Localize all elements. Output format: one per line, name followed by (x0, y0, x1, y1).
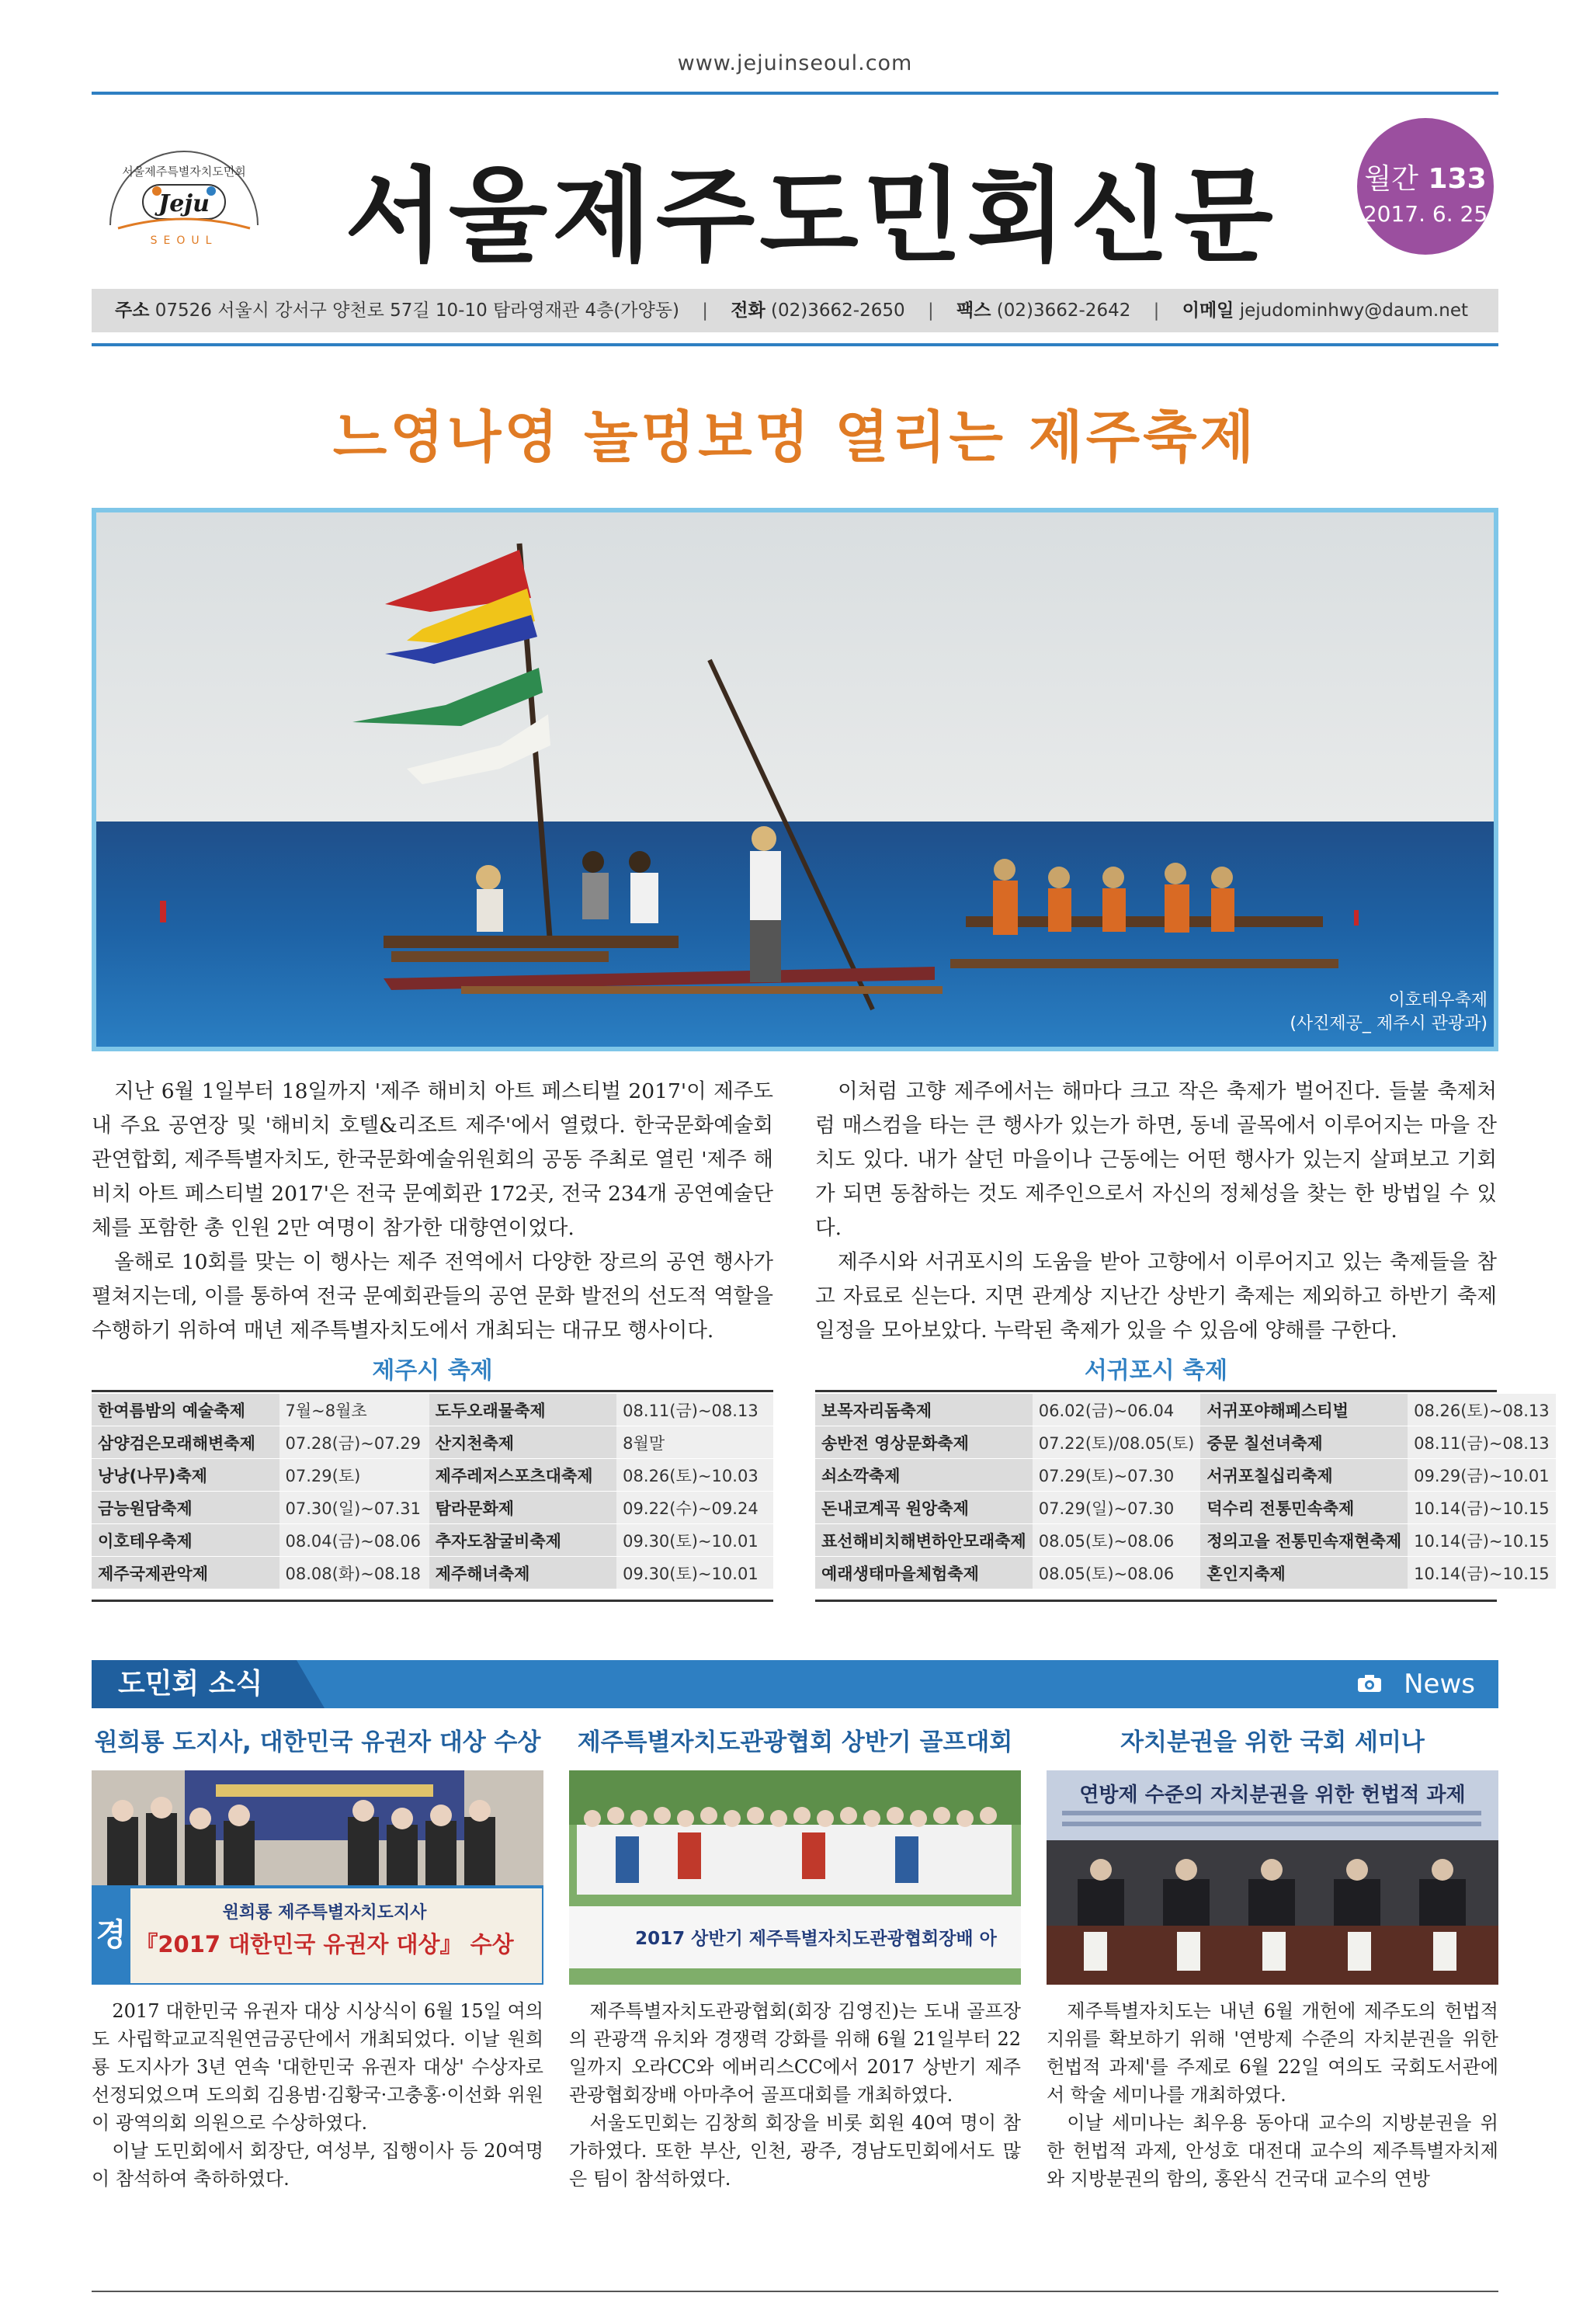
jeju-table-title: 제주시 축제 (372, 1357, 493, 1384)
logo-word: Jeju (158, 190, 210, 217)
news-item-body (1047, 1997, 1498, 2193)
festival-date-cell: 10.14(금)~10.15 (1408, 1492, 1556, 1524)
festival-name-cell: 탐라문화제 (429, 1492, 617, 1524)
festival-name-cell: 추자도참굴비축제 (429, 1524, 617, 1557)
golf-photo (569, 1770, 1021, 1985)
news-item-title[interactable]: 원희룡 도지사, 대한민국 유권자 대상 수상 (94, 1728, 541, 1756)
table-row (92, 1557, 773, 1589)
news-item-title[interactable]: 자치분권을 위한 국회 세미나 (1120, 1728, 1425, 1756)
main-headline: 느영나영 놀멍보멍 열리는 제주축제 (332, 405, 1258, 470)
seminar-banner: 연방제 수준의 자치분권을 위한 헌법적 과제 (1079, 1784, 1466, 1807)
festival-date-cell: 06.02(금)~06.04 (1033, 1394, 1201, 1426)
festival-name-cell: 도두오래물축제 (429, 1394, 617, 1426)
table-row (815, 1524, 1556, 1557)
article-paragraph: 지난 6월 1일부터 18일까지 '제주 해비치 아트 페스티벌 2017'이 제주도내 주요 공연장 및 '해비치 호텔&리조트 제주'에서 열렸다. 한국문화예술회관연합회, 제주특별자치도, 한국문화예술위원회의 공동 주최로 열린 '제주 해비치 아트 페스티벌 2017'은 전국 문예회관 172곳, 전국 234개 공연예술단체를 포함한 총 인원 2만 여명이 참가한 대향연이었다. (92, 1079, 773, 1240)
logo-sub: SEOUL (150, 234, 218, 247)
festival-date-cell: 08.08(화)~08.18 (279, 1557, 429, 1589)
issue-number: 133 (1428, 163, 1487, 195)
festival-name-cell: 제주레저스포츠대축제 (429, 1459, 617, 1492)
festival-name-cell: 이호테우축제 (92, 1524, 279, 1557)
top-rule (92, 92, 1498, 95)
camera-icon (1357, 1674, 1382, 1693)
table-row (815, 1557, 1556, 1589)
festival-date-cell: 08.11(금)~08.13 (1408, 1426, 1556, 1459)
site-url[interactable]: www.jejuinseoul.com (677, 51, 913, 75)
contact-bar (92, 289, 1498, 332)
table-row (92, 1459, 773, 1492)
table-top-rule (92, 1390, 773, 1392)
festival-date-cell: 08.26(토)~10.03 (616, 1459, 773, 1492)
festival-date-cell: 08.26(토)~08.13 (1408, 1394, 1556, 1426)
issue-badge (1357, 118, 1494, 255)
festival-name-cell: 서귀포칠십리축제 (1200, 1459, 1408, 1492)
festival-name-cell: 보목자리돔축제 (815, 1394, 1033, 1426)
festival-name-cell: 삼양검은모래해변축제 (92, 1426, 279, 1459)
article-left-column (92, 1075, 773, 1348)
phone-value[interactable]: (02)3662-2650 (771, 300, 905, 321)
award-banner-side: 경 (95, 1917, 127, 1953)
caption-credit: (사진제공_ 제주시 관광과) (1290, 1014, 1488, 1033)
article-right-column (815, 1075, 1497, 1348)
news-paragraph: 제주특별자치도는 내년 6월 개헌에 제주도의 헌법적 지위를 확보하기 위해 '연방제 수준의 자치분권을 위한 헌법적 과제'를 주제로 6월 22일 여의도 국회도서관에서 학술 세미나를 개최하였다. (1047, 2000, 1498, 2106)
festival-name-cell: 쇠소깍축제 (815, 1459, 1033, 1492)
photo-caption (1290, 989, 1488, 1036)
table-row (92, 1492, 773, 1524)
festival-date-cell: 07.29(토) (279, 1459, 429, 1492)
news-label: News (1404, 1669, 1475, 1700)
fax-label: 팩스 (956, 300, 991, 321)
festival-date-cell: 09.29(금)~10.01 (1408, 1459, 1556, 1492)
table-bottom-rule (92, 1600, 773, 1602)
award-banner-top: 원희룡 제주특별자치도지사 (222, 1903, 427, 1923)
award-banner-main: 『2017 대한민국 유권자 대상』 수상 (135, 1931, 514, 1958)
header-bottom-rule (92, 343, 1498, 346)
award-photo (92, 1770, 543, 1985)
issue-prefix: 월간 (1364, 163, 1418, 195)
phone-label: 전화 (731, 300, 765, 321)
news-section-bar (92, 1660, 1498, 1708)
festival-date-cell: 08.05(토)~08.06 (1033, 1557, 1201, 1589)
table-row (815, 1459, 1556, 1492)
festival-date-cell: 7월~8월초 (279, 1394, 429, 1426)
festival-date-cell: 08.05(토)~08.06 (1033, 1524, 1201, 1557)
table-row (92, 1394, 773, 1426)
news-item-body (569, 1997, 1021, 2193)
festival-name-cell: 금능원담축제 (92, 1492, 279, 1524)
fax-value: (02)3662-2642 (996, 300, 1131, 321)
festival-name-cell: 산지천축제 (429, 1426, 617, 1459)
festival-date-cell: 8월말 (616, 1426, 773, 1459)
festival-date-cell: 07.22(토)/08.05(토) (1033, 1426, 1201, 1459)
news-section-title: 도민회 소식 (118, 1668, 263, 1700)
festival-name-cell: 제주국제관악제 (92, 1557, 279, 1589)
seogwipo-festival-table (815, 1394, 1556, 1589)
separator: | (1153, 300, 1160, 321)
table-bottom-rule (815, 1600, 1497, 1602)
festival-name-cell: 예래생태마을체험축제 (815, 1557, 1033, 1589)
festival-name-cell: 서귀포야해페스티벌 (1200, 1394, 1408, 1426)
festival-date-cell: 07.29(일)~07.30 (1033, 1492, 1201, 1524)
table-row (92, 1524, 773, 1557)
issue-date: 2017. 6. 25 (1363, 201, 1488, 227)
seogwipo-table-title: 서귀포시 축제 (1084, 1357, 1228, 1384)
festival-date-cell: 07.30(일)~07.31 (279, 1492, 429, 1524)
festival-date-cell: 09.30(토)~10.01 (616, 1524, 773, 1557)
separator: | (927, 300, 934, 321)
jeju-festival-table (92, 1394, 773, 1589)
email-label: 이메일 (1182, 300, 1234, 321)
festival-name-cell: 표선해비치해변하안모래축제 (815, 1524, 1033, 1557)
festival-name-cell: 송반전 영상문화축제 (815, 1426, 1033, 1459)
festival-name-cell: 한여름밤의 예술축제 (92, 1394, 279, 1426)
table-row (815, 1394, 1556, 1426)
news-paragraph: 이날 세미나는 최우용 동아대 교수의 지방분권을 위한 헌법적 과제, 안성호 대전대 교수의 제주특별자치제와 지방분권의 함의, 홍완식 건국대 교수의 연방 (1047, 2112, 1498, 2190)
news-item-title[interactable]: 제주특별자치도관광협회 상반기 골프대회 (577, 1728, 1013, 1756)
article-paragraph: 이처럼 고향 제주에서는 해마다 크고 작은 축제가 벌어진다. 들불 축제처럼 매스컴을 타는 큰 행사가 있는가 하면, 동네 골목에서 이루어지는 마을 잔치도 있다. 내가 살던 마을이나 근동에는 어떤 행사가 있는지 살펴보고 기회가 되면 동참하는 것도 제주인으로서 자신의 정체성을 찾는 한 방법일 수 있다. (815, 1079, 1497, 1240)
festival-name-cell: 혼인지축제 (1200, 1557, 1408, 1589)
news-paragraph: 이날 도민회에서 회장단, 여성부, 집행이사 등 20여명이 참석하여 축하하였다. (92, 2140, 543, 2190)
festival-date-cell: 10.14(금)~10.15 (1408, 1524, 1556, 1557)
news-item-body (92, 1997, 543, 2193)
email-value[interactable]: jejudominhwy@daum.net (1239, 300, 1468, 321)
news-paragraph: 제주특별자치도관광협회(회장 김영진)는 도내 골프장의 관광객 유치와 경쟁력 강화를 위해 6월 21일부터 22일까지 오라CC와 에버리스CC에서 2017 상반기 제주관광협회장배 아마추어 골프대회를 개최하였다. (569, 2000, 1021, 2106)
festival-name-cell: 중문 칠선녀축제 (1200, 1426, 1408, 1459)
article-paragraph: 올해로 10회를 맞는 이 행사는 제주 전역에서 다양한 장르의 공연 행사가 펼쳐지는데, 이를 통하여 전국 문예회관들의 공연 문화 발전의 선도적 역할을 수행하기 위하여 매년 제주특별자치도에서 개최되는 대규모 행사이다. (92, 1250, 773, 1343)
festival-date-cell: 08.11(금)~08.13 (616, 1394, 773, 1426)
news-paragraph: 2017 대한민국 유권자 대상 시상식이 6월 15일 여의도 사립학교교직원연금공단에서 개최되었다. 이날 원희룡 도지사가 3년 연속 '대한민국 유권자 대상' 수상자로 선정되었으며 도의회 김용범·김황국·고충홍·이선화 위원이 광역의회 의원으로 수상하였다. (92, 2000, 543, 2134)
festival-name-cell: 정의고을 전통민속재현축제 (1200, 1524, 1408, 1557)
issue-number-line (1357, 157, 1494, 196)
table-row (92, 1426, 773, 1459)
table-top-rule (815, 1390, 1497, 1392)
festival-date-cell: 09.22(수)~09.24 (616, 1492, 773, 1524)
news-paragraph: 서울도민회는 김창희 회장을 비롯 회원 40여 명이 참가하였다. 또한 부산, 인천, 광주, 경남도민회에서도 많은 팀이 참석하였다. (569, 2112, 1021, 2190)
table-row (815, 1492, 1556, 1524)
separator: | (702, 300, 708, 321)
newspaper-title: 서울제주도민회신문 (345, 157, 1278, 276)
seminar-photo (1047, 1770, 1498, 1985)
page-bottom-rule (92, 2291, 1498, 2292)
caption-title: 이호테우축제 (1388, 991, 1488, 1010)
festival-date-cell: 07.29(토)~07.30 (1033, 1459, 1201, 1492)
festival-date-cell: 07.28(금)~07.29 (279, 1426, 429, 1459)
festival-name-cell: 제주해녀축제 (429, 1557, 617, 1589)
festival-photo (92, 508, 1498, 1051)
festival-date-cell: 08.04(금)~08.06 (279, 1524, 429, 1557)
festival-name-cell: 낭낭(나무)축제 (92, 1459, 279, 1492)
festival-name-cell: 덕수리 전통민속축제 (1200, 1492, 1408, 1524)
table-row (815, 1426, 1556, 1459)
golf-banner: 2017 상반기 제주특별자치도관광협회장배 아 (635, 1929, 997, 1949)
article-paragraph: 제주시와 서귀포시의 도움을 받아 고향에서 이루어지고 있는 축제들을 참고 자료로 싣는다. 지면 관계상 지난간 상반기 축제는 제외하고 하반기 축제 일정을 모아보았다. 누락된 축제가 있을 수 있음에 양해를 구한다. (815, 1250, 1497, 1343)
jeju-seoul-logo (95, 148, 273, 248)
address-value: 07526 서울시 강서구 양천로 57길 10-10 탐라영재관 4층(가양동) (154, 300, 679, 321)
festival-name-cell: 돈내코계곡 원앙축제 (815, 1492, 1033, 1524)
festival-date-cell: 09.30(토)~10.01 (616, 1557, 773, 1589)
festival-date-cell: 10.14(금)~10.15 (1408, 1557, 1556, 1589)
logo-ring-text: 서울제주특별자치도민회 (122, 165, 246, 179)
address-label: 주소 (115, 300, 150, 321)
